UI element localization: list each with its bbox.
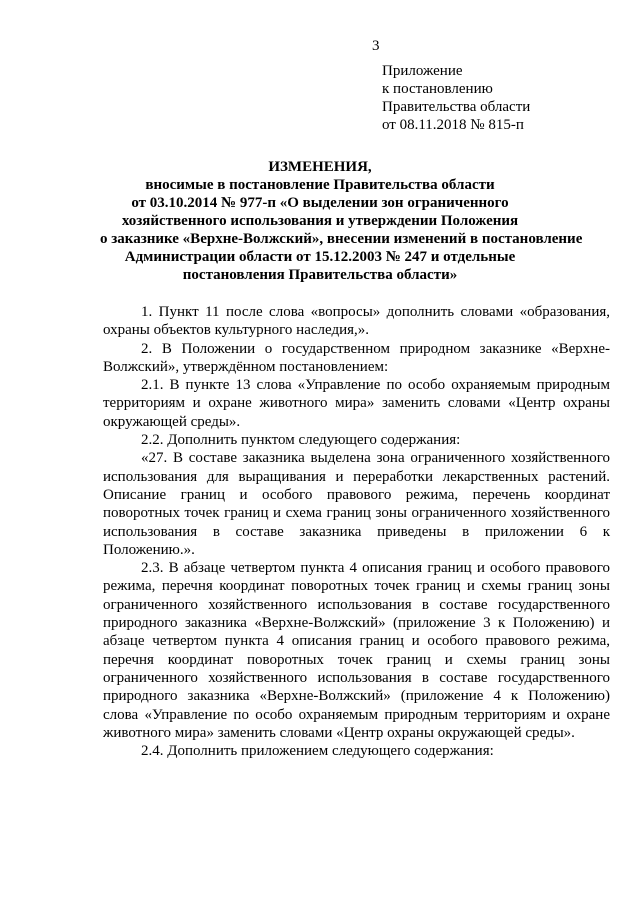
page-number: 3 bbox=[372, 38, 380, 54]
document-title bbox=[100, 158, 583, 284]
document-body bbox=[103, 303, 610, 760]
title-line: от 03.10.2014 № 977-п «О выделении зон ограниченного bbox=[131, 195, 509, 211]
appendix-line: к постановлению bbox=[382, 81, 493, 97]
paragraph-2-2: 2.2. Дополнить пунктом следующего содержания: bbox=[141, 432, 461, 449]
appendix-header bbox=[382, 62, 530, 134]
paragraph-1: 1. Пункт 11 после слова «вопросы» дополнить словами «образования, охраны объектов культурного наследия,». bbox=[103, 304, 610, 339]
appendix-line: Приложение bbox=[382, 63, 463, 79]
paragraph-2-4: 2.4. Дополнить приложением следующего содержания: bbox=[141, 743, 494, 760]
paragraph-2-1: 2.1. В пункте 13 слова «Управление по особо охраняемым природным территориям и охране животного мира» заменить словами «Центр охраны окружающей среды». bbox=[103, 377, 610, 430]
appendix-line: Правительства области bbox=[382, 99, 531, 115]
appendix-line: от 08.11.2018 № 815-п bbox=[382, 117, 524, 133]
title-line: ИЗМЕНЕНИЯ, bbox=[268, 159, 372, 175]
paragraph-27-quote: «27. В составе заказника выделена зона ограниченного хозяйственного использования для выращивания и переработки лекарственных растений. Описание границ и особого правового режима, перечень координат поворотных точек границ и схема границ зоны ограниченного хозяйственного использования в составе заказника приведены в приложении 6 к Положению.». bbox=[103, 450, 610, 558]
title-line: вносимые в постановление Правительства области bbox=[145, 177, 495, 193]
title-line: постановления Правительства области» bbox=[182, 267, 458, 283]
title-line: хозяйственного использования и утверждении Положения bbox=[121, 213, 519, 229]
paragraph-2: 2. В Положении о государственном природном заказнике «Верхне-Волжский», утверждённом постановлением: bbox=[103, 340, 610, 375]
title-line: Администрации области от 15.12.2003 № 247 и отдельные bbox=[124, 249, 516, 265]
title-line: о заказнике «Верхне-Волжский», внесении изменений в постановление bbox=[100, 231, 583, 247]
paragraph-2-3: 2.3. В абзаце четвертом пункта 4 описания границ и особого правового режима, перечня координат поворотных точек границ и схемы границ зоны ограниченного хозяйственного использования в составе государственного природного заказника «Верхне-Волжский» (приложение 3 к Положению) и абзаце четвертом пункта 4 описания границ и особого правового режима, перечня координат поворотных точек границ и схемы границ зоны ограниченного хозяйственного использования в составе государственного природного заказника «Верхне-Волжский» (приложение 4 к Положению) слова «Управление по особо охраняемым природным территориям и охране животного мира» заменить словами «Центр охраны окружающей среды». bbox=[103, 560, 610, 741]
